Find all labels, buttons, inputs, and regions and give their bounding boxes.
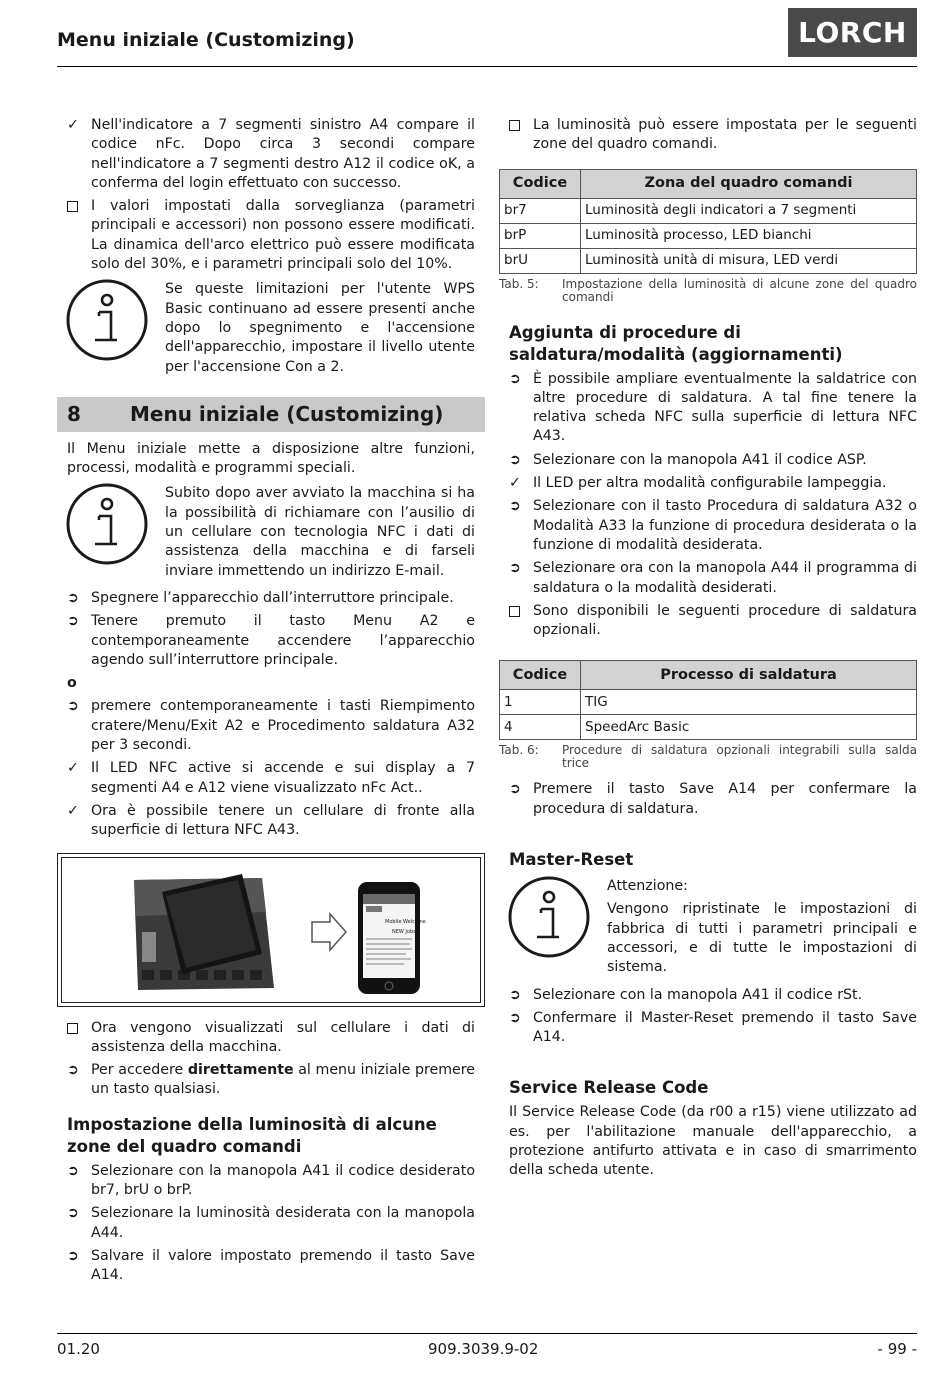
brightness-table	[499, 169, 917, 274]
check-bullet-icon: ✓	[509, 475, 521, 492]
or-label: o	[67, 675, 77, 692]
table-header: Processo di saldatura	[581, 661, 917, 690]
list-item	[67, 1204, 475, 1243]
table-header: Codice	[500, 661, 581, 690]
list-item-text: Il LED NFC active si accende e sui display a 7 segmenti A4 e A12 viene visualizzato nFc Act..	[91, 760, 475, 796]
arrow-bullet-icon: ➲	[509, 560, 521, 577]
footer-page-number: - 99 -	[877, 1340, 917, 1358]
attention-label: Attenzione:	[607, 878, 688, 895]
table-row	[500, 715, 917, 740]
nfc-figure	[57, 853, 485, 1007]
page-header-title: Menu iniziale (Customizing)	[57, 29, 355, 51]
arrow-bullet-icon: ➲	[67, 1162, 79, 1179]
list-item-text: Selezionare la luminosità desiderata con la manopola A44.	[91, 1205, 475, 1241]
arrow-bullet-icon: ➲	[509, 451, 521, 468]
table-row	[500, 690, 917, 715]
info-icon	[65, 482, 149, 572]
info-note	[509, 877, 917, 977]
list-item-text: I valori impostati dalla sorveglianza (parametri principali e accessori) non possono essere modificati. La dinamica dell'arco elettrico può essere modificata solo del 30%, e i parametri principali solo del 10%.	[91, 198, 475, 273]
footer-rule	[57, 1333, 917, 1334]
footer-doc-number: 909.3039.9-02	[428, 1340, 539, 1358]
list-item	[67, 116, 475, 193]
table-cell: Luminosità processo, LED bianchi	[581, 223, 917, 248]
subsection-title: Impostazione della luminosità di alcune zone del quadro comandi	[67, 1114, 437, 1156]
list-item-text: Sono disponibili le seguenti procedure di saldatura opzionali.	[533, 602, 917, 639]
steps-list	[509, 986, 917, 1048]
arrow-bullet-icon: ➲	[509, 370, 521, 387]
table-row	[500, 248, 917, 273]
arrow-bullet-icon: ➲	[67, 613, 79, 630]
subsection-title: Aggiunta di procedure di saldatura/modalità (aggiornamenti)	[509, 322, 843, 364]
phone-screen-line: Mobile Welcome	[385, 918, 426, 925]
list-item	[67, 197, 475, 274]
subsection-title: Service Release Code	[509, 1078, 709, 1098]
list-item-text: Tenere premuto il tasto Menu A2 e contemporaneamente accendere l’apparecchio agendo sull’interruttore principale.	[91, 613, 475, 668]
info-note-text: Se queste limitazioni per l'utente WPS Basic continuano ad essere presenti anche dopo lo spegnimento e l'accensione dell'apparecchio, impostare il livello utente per l'accensione Con a 2.	[165, 281, 475, 375]
section-intro: Il Menu iniziale mette a disposizione altre funzioni, processi, modalità e programmi speciali.	[67, 440, 475, 477]
arrow-bullet-icon: ➲	[509, 781, 521, 798]
checkbox-bullet-icon	[509, 602, 527, 623]
list-item-text: Ora è possibile tenere un cellulare di fronte alla superficie di lettura NFC A43.	[91, 802, 475, 839]
list-item-text: Confermare il Master-Reset premendo il tasto Save A14.	[533, 1009, 917, 1046]
section-title: Menu iniziale (Customizing)	[130, 401, 444, 426]
table-cell: Luminosità degli indicatori a 7 segmenti	[581, 198, 917, 223]
list-item-text: Selezionare con la manopola A41 il codice rSt.	[533, 986, 863, 1003]
section-number: 8	[67, 401, 81, 426]
table-cell: brU	[500, 248, 581, 273]
left-column	[67, 116, 475, 1289]
table-cell: TIG	[581, 690, 917, 715]
table-cell: br7	[500, 198, 581, 223]
list-item	[67, 697, 475, 755]
check-bullet-icon: ✓	[67, 760, 79, 777]
arrow-bullet-icon: ➲	[509, 1009, 521, 1026]
lorch-logo: LORCH	[788, 8, 917, 57]
phone-screen-line: NEW Jobs	[392, 928, 416, 935]
info-icon	[65, 278, 149, 368]
info-note	[67, 280, 475, 376]
list-item-text: premere contemporaneamente i tasti Riempimento cratere/Menu/Exit A2 e Procedimento saldatura A32 per 3 secondi.	[91, 698, 475, 754]
table-cell: Luminosità unità di misura, LED verdi	[581, 248, 917, 273]
list-item	[509, 370, 917, 447]
arrow-bullet-icon: ➲	[67, 698, 79, 715]
list-item-text: Selezionare con il tasto Procedura di saldatura A32 o Modalità A33 la funzione di procedura desiderata o la funzione di modalità desiderata.	[533, 498, 917, 553]
checkbox-bullet-icon	[67, 197, 85, 218]
list-item	[509, 1009, 917, 1048]
list-item: La luminosità può essere impostata per le seguenti zone del quadro comandi.	[509, 116, 917, 155]
table-cell: 4	[500, 715, 581, 740]
emphasis: direttamente	[187, 1062, 294, 1079]
list-item-text: Spegnere l’apparecchio dall’interruttore principale.	[91, 589, 454, 606]
list-item	[67, 612, 475, 670]
table-header: Zona del quadro comandi	[581, 169, 917, 198]
table-row	[500, 198, 917, 223]
info-note-text: Subito dopo aver avviato la macchina si ha la possibilità di richiamare con l’ausilio di un cellulare con tecnologia NFC i dati di assistenza della macchina e di farseli inviare immettendo un indirizzo E-mail.	[165, 485, 475, 579]
list-item	[67, 1162, 475, 1201]
table-header: Codice	[500, 169, 581, 198]
process-table	[499, 660, 917, 740]
list-item	[509, 451, 917, 470]
info-note-text: Vengono ripristinate le impostazioni di fabbrica di tutti i parametri principali e accessori, e di tutte le impostazioni di sistema.	[607, 901, 917, 976]
check-bullet-icon: ✓	[67, 117, 79, 133]
list-item	[67, 802, 475, 841]
list-item: ➲ Premere il tasto Save A14 per confermare la procedura di saldatura.	[509, 781, 917, 817]
intro-list	[67, 116, 475, 274]
arrow-bullet-icon: ➲	[67, 1205, 79, 1222]
table-cell: SpeedArc Basic	[581, 715, 917, 740]
steps-list	[509, 370, 917, 641]
subsection-title: Master-Reset	[509, 850, 634, 870]
steps-list	[67, 697, 475, 840]
list-item	[509, 986, 917, 1005]
steps-list	[67, 1162, 475, 1286]
list-item-text: Selezionare con la manopola A41 il codice desiderato br7, brU o brP.	[91, 1162, 475, 1198]
arrow-bullet-icon: ➲	[509, 498, 521, 515]
list-item	[67, 759, 475, 798]
list-item	[67, 1247, 475, 1286]
list-item	[509, 559, 917, 598]
list-item: ➲ Per accedere direttamente al menu iniziale premere un tasto qualsiasi.	[67, 1062, 476, 1098]
steps-list	[67, 589, 475, 670]
checkbox-bullet-icon	[509, 116, 527, 137]
arrow-bullet-icon: ➲	[67, 1247, 79, 1264]
service-text: Il Service Release Code (da r00 a r15) viene utilizzato ad es. per l'abilitazione manuale dell'apparecchio, a protezione antifurto attivata e in caso di smarrimento della scheda utente.	[509, 1104, 917, 1179]
list-item-text: Nell'indicatore a 7 segmenti sinistro A4 compare il codice nFc. Dopo circa 3 secondi compare nell'indicatore a 7 segmenti destro A12 il codice oK, a conferma del login effettuato con successo.	[91, 117, 475, 191]
info-icon	[507, 875, 591, 965]
footer-date: 01.20	[57, 1340, 100, 1358]
table-cell: brP	[500, 223, 581, 248]
list-item	[509, 602, 917, 641]
list-item-text: È possibile ampliare eventualmente la saldatrice con altre procedure di saldatura. A tal fine tenere la relativa scheda NFC sulla superficie di lettura NFC A43.	[533, 370, 917, 445]
list-item-text: Selezionare con la manopola A41 il codice ASP.	[533, 451, 867, 468]
header-rule	[57, 66, 917, 67]
section-heading	[57, 397, 485, 432]
table-cell: 1	[500, 690, 581, 715]
table-caption: Tab. 5: Impostazione della luminosità di alcune zone del quadro comandi	[499, 276, 917, 304]
list-item-text: Salvare il valore impostato premendo il tasto Save A14.	[91, 1247, 475, 1284]
checkbox-bullet-icon	[67, 1019, 85, 1040]
arrow-bullet-icon: ➲	[67, 1062, 79, 1079]
list-item	[509, 474, 917, 493]
list-item: Ora vengono visualizzati sul cellulare i dati di assistenza della macchina.	[67, 1019, 475, 1058]
info-note	[67, 484, 475, 580]
table-row	[500, 223, 917, 248]
arrow-bullet-icon: ➲	[67, 589, 79, 606]
list-item	[509, 497, 917, 555]
list-item-text: Selezionare ora con la manopola A44 il programma di saldatura o la modalità desiderati.	[533, 560, 917, 596]
check-bullet-icon: ✓	[67, 802, 79, 819]
arrow-bullet-icon: ➲	[509, 986, 521, 1003]
list-item-text: Il LED per altra modalità configurabile lampeggia.	[533, 475, 887, 492]
list-item	[67, 589, 475, 608]
right-column	[499, 116, 917, 1185]
table-caption: Tab. 6: Procedure di saldatura opzionali integrabili sulla salda trice	[499, 743, 917, 771]
